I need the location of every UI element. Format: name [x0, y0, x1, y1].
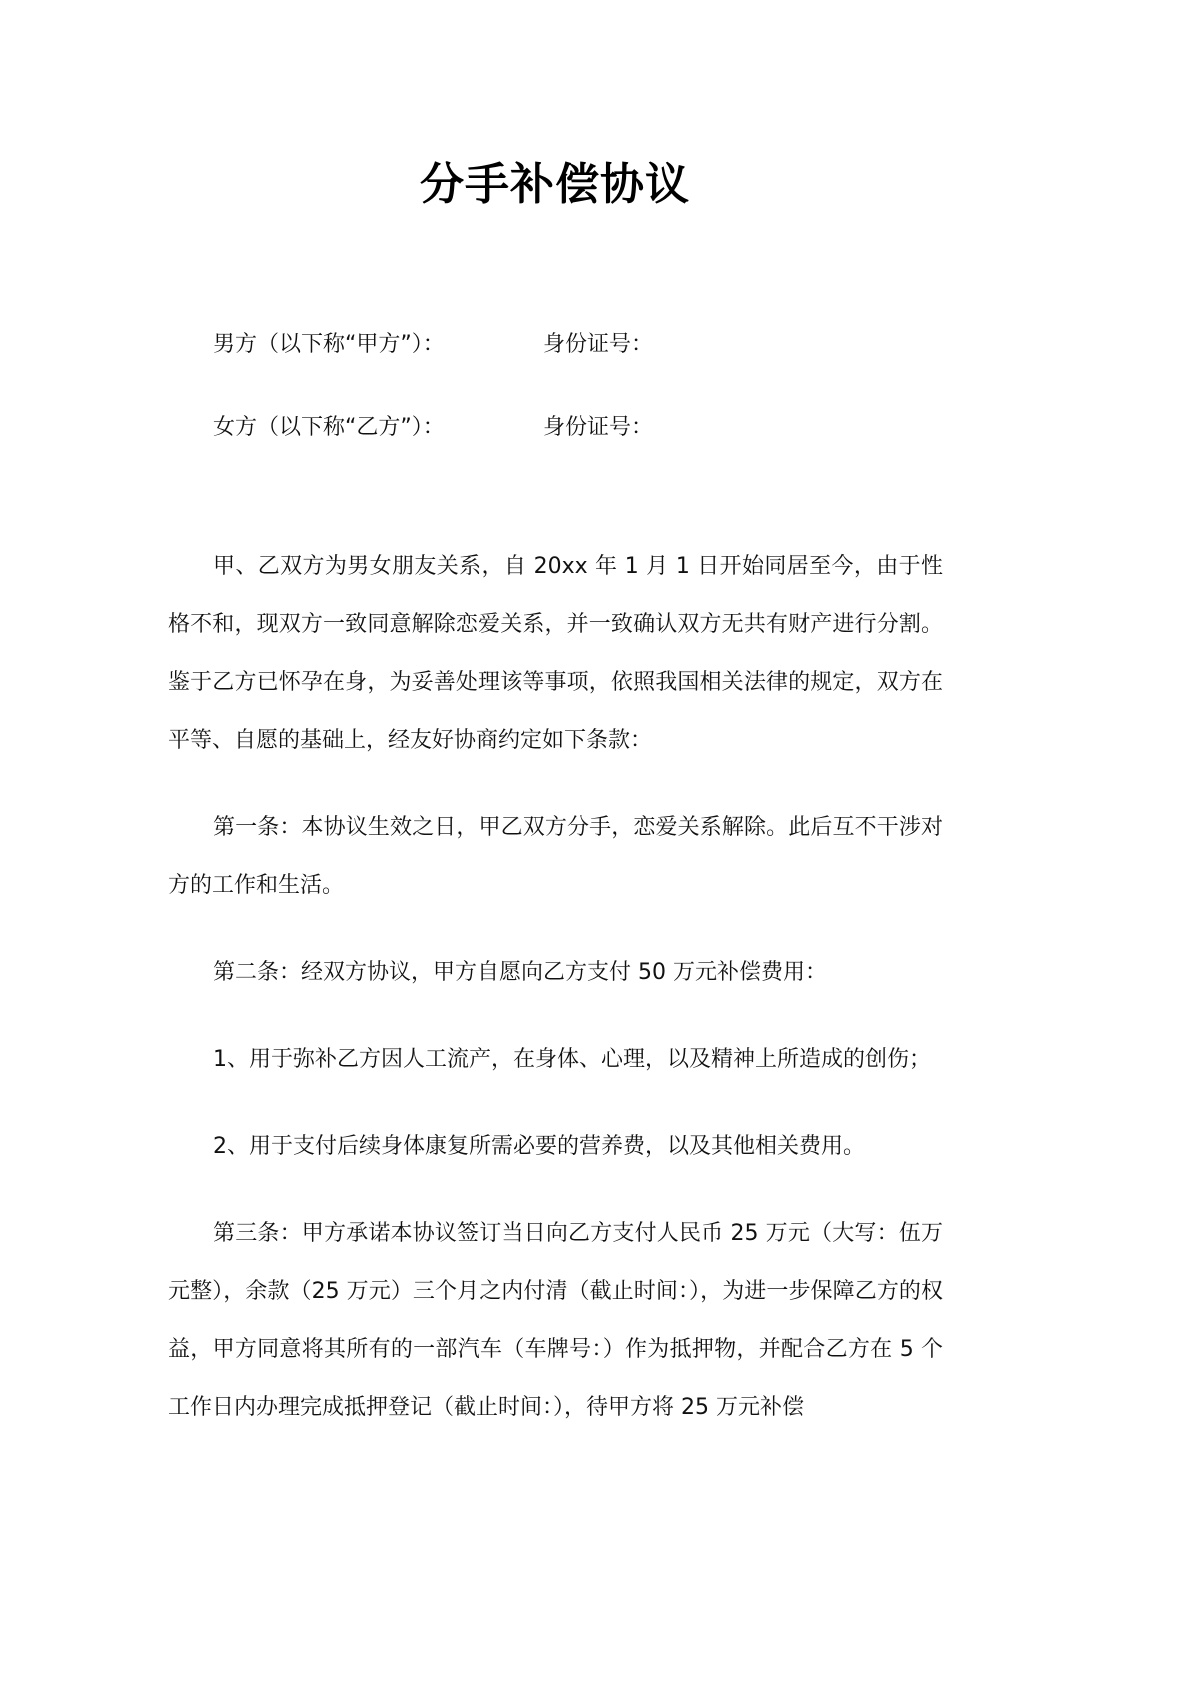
article-2-paragraph: 第二条：经双方协议，甲方自愿向乙方支付 50 万元补偿费用：: [213, 960, 827, 985]
party-b-line: [213, 413, 653, 443]
party-b-label: 女方（以下称“乙方”）：: [213, 415, 445, 440]
party-a-id-label: 身份证号：: [543, 332, 654, 357]
article-3-paragraph: 第三条：甲方承诺本协议签订当日向乙方支付人民币 25 万元（大写：伍万元整），余款（25 万元）三个月之内付清（截止时间：），为进一步保障乙方的权益，甲方同意将其所有的一部汽车（车牌号：）作为抵押物，并配合乙方在 5 个工作日内办理完成抵押登记（截止时间：），待甲方将 25 万元补偿: [168, 1221, 943, 1420]
party-b-id-label: 身份证号：: [543, 415, 654, 440]
preamble-paragraph: 甲、乙双方为男女朋友关系，自 20xx 年 1 月 1 日开始同居至今，由于性格不和，现双方一致同意解除恋爱关系，并一致确认双方无共有财产进行分割。鉴于乙方已怀孕在身，为妥善处理该等事项，依照我国相关法律的规定，双方在平等、自愿的基础上，经友好协商约定如下条款：: [168, 554, 943, 753]
article-2-item-1: 1、用于弥补乙方因人工流产，在身体、心理，以及精神上所造成的创伤；: [213, 1047, 931, 1072]
article-2-item-2: 2、用于支付后续身体康复所需必要的营养费，以及其他相关费用。: [213, 1134, 865, 1159]
article-1-paragraph: 第一条：本协议生效之日，甲乙双方分手，恋爱关系解除。此后互不干涉对方的工作和生活。: [168, 815, 943, 898]
party-a-label: 男方（以下称“甲方”）：: [213, 332, 445, 357]
party-a-line: [213, 330, 653, 360]
document-title: 分手补偿协议: [420, 159, 690, 210]
agreement-body: [168, 538, 943, 1437]
